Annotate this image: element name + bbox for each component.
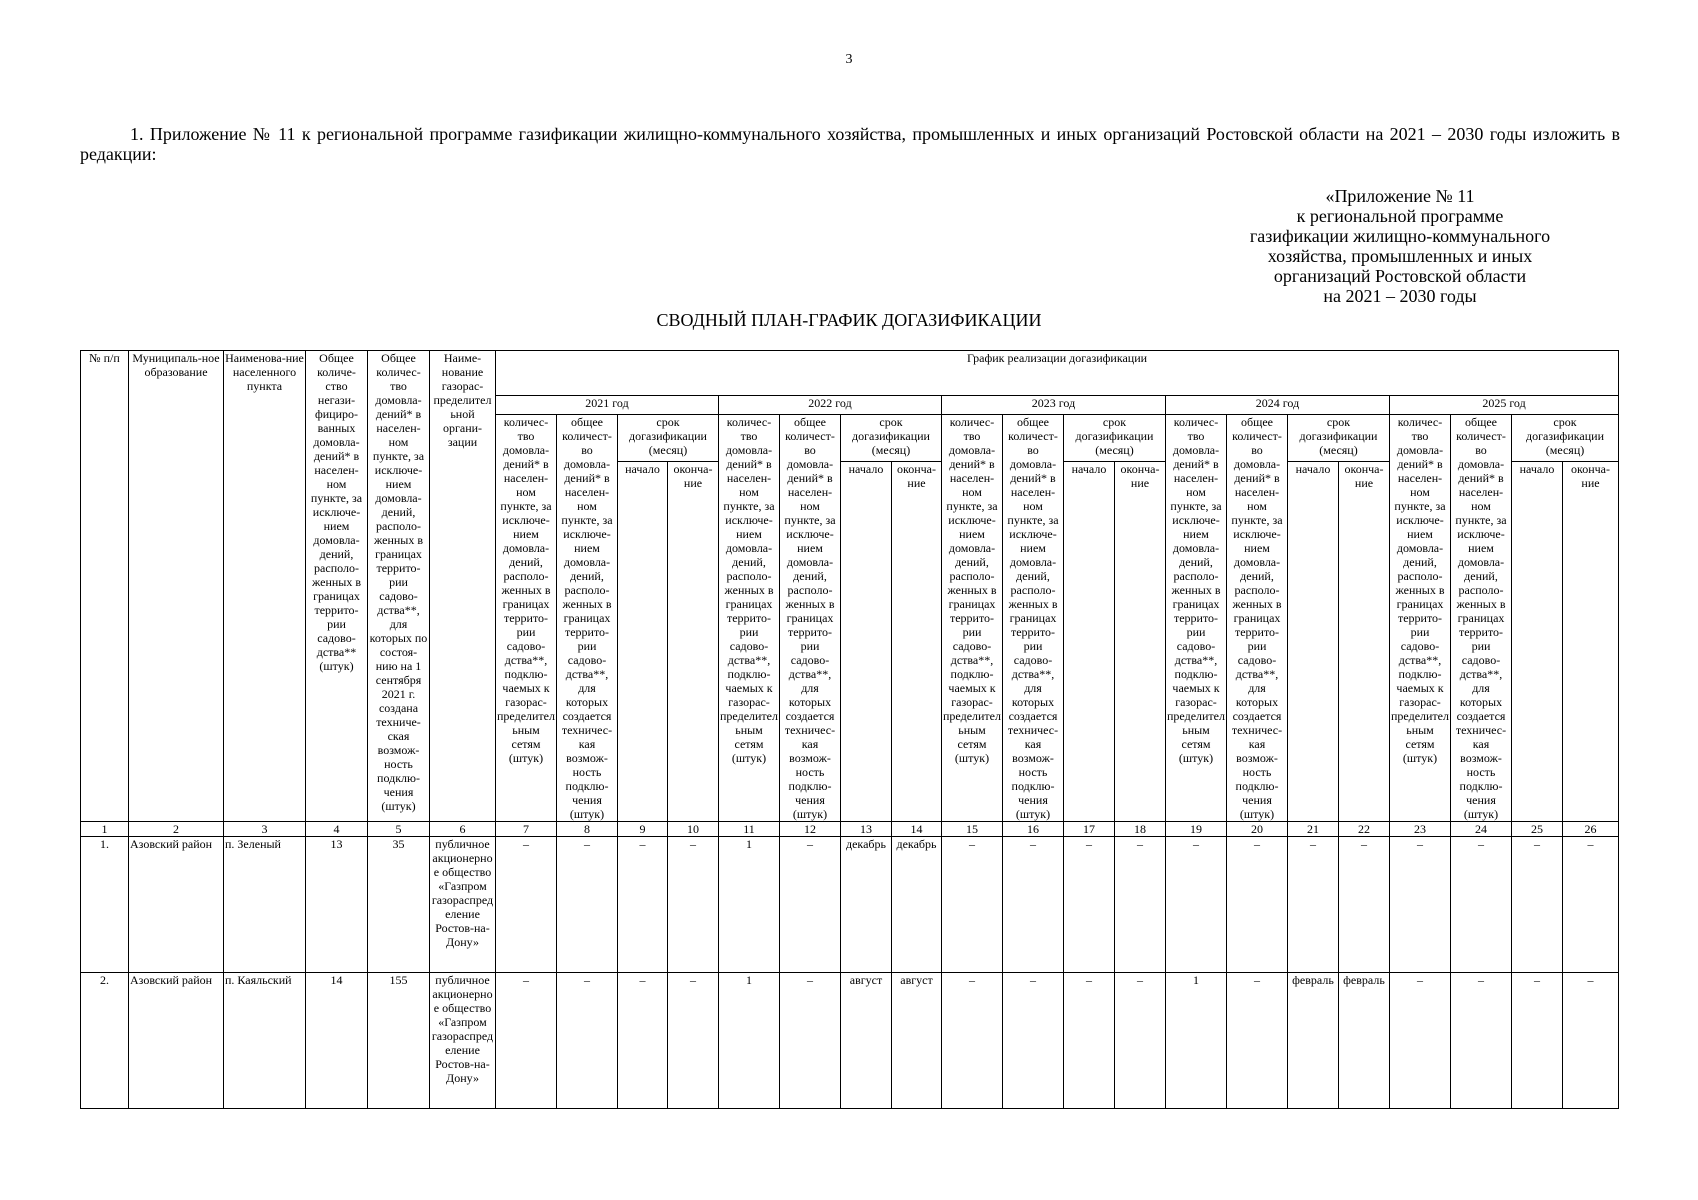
column-number: 4: [306, 822, 368, 837]
header-cell: Наиме-нование газорас-пределительной органи-зации: [430, 351, 496, 822]
column-number: 11: [719, 822, 780, 837]
header-cell: общее количест-во домовла-дений* в населен-ном пункте, за исключе-нием домовла-дений, располо-женных в границах террито-рии садово-дства**, для которых создается техничес-кая возмож-ность подклю-чения (штук): [1003, 415, 1064, 822]
appendix-line: «Приложение № 11: [1325, 186, 1475, 206]
value-cell: август: [892, 973, 942, 1109]
header-cell: оконча-ние: [892, 462, 942, 822]
value-cell: –: [942, 837, 1003, 973]
value-cell: –: [496, 973, 557, 1109]
column-number: 18: [1115, 822, 1166, 837]
column-number: 7: [496, 822, 557, 837]
value-cell: –: [1390, 837, 1451, 973]
appendix-header: [1220, 186, 1580, 306]
total-ungasified-cell: 13: [306, 837, 368, 973]
header-cell: количес-тво домовла-дений* в населен-ном пункте, за исключе-нием домовла-дений, располо-женных в границах террито-рии садово-дства**, подклю-чаемых к газорас-пределительным сетям (штук): [719, 415, 780, 822]
column-number: 8: [557, 822, 618, 837]
org-cell: публичное акционерное общество «Газпром газораспределение Ростов-на-Дону»: [430, 973, 496, 1109]
column-number: 21: [1288, 822, 1339, 837]
header-cell: оконча-ние: [1563, 462, 1619, 822]
header-cell: Общее количе-ство негази-фициро-ванных домовла-дений* в населен-ном пункте, за исключе-нием домовла-дений, располо-женных в границах террито-рии садово-дства** (штук): [306, 351, 368, 822]
value-cell: –: [942, 973, 1003, 1109]
value-cell: 1: [719, 837, 780, 973]
header-cell: количес-тво домовла-дений* в населен-ном пункте, за исключе-нием домовла-дений, располо-женных в границах террито-рии садово-дства**, подклю-чаемых к газорас-пределительным сетям (штук): [496, 415, 557, 822]
appendix-line: хозяйства, промышленных и иных: [1267, 246, 1533, 266]
header-cell: срок догазификации (месяц): [618, 415, 719, 462]
header-cell: оконча-ние: [1339, 462, 1390, 822]
value-cell: –: [1064, 973, 1115, 1109]
value-cell: –: [780, 973, 841, 1109]
municipality-cell: Азовский район: [129, 837, 224, 973]
column-number: 3: [224, 822, 306, 837]
total-ungasified-cell: 14: [306, 973, 368, 1109]
value-cell: декабрь: [841, 837, 892, 973]
schedule-table: [80, 350, 1620, 1109]
column-number: 15: [942, 822, 1003, 837]
total-possible-cell: 155: [368, 973, 430, 1109]
value-cell: –: [1003, 973, 1064, 1109]
column-number: 2: [129, 822, 224, 837]
header-cell: общее количест-во домовла-дений* в населен-ном пункте, за исключе-нием домовла-дений, располо-женных в границах террито-рии садово-дства**, для которых создается техничес-кая возмож-ность подклю-чения (штук): [557, 415, 618, 822]
header-cell: Наименова-ние населенного пункта: [224, 351, 306, 822]
table-row: [81, 837, 1620, 973]
value-cell: –: [496, 837, 557, 973]
value-cell: август: [841, 973, 892, 1109]
value-cell: декабрь: [892, 837, 942, 973]
value-cell: 1: [1166, 973, 1227, 1109]
municipality-cell: Азовский район: [129, 973, 224, 1109]
table-row: [81, 973, 1620, 1109]
value-cell: –: [668, 973, 719, 1109]
value-cell: –: [1512, 973, 1563, 1109]
header-cell: График реализации догазификации: [496, 351, 1619, 396]
value-cell: февраль: [1339, 973, 1390, 1109]
header-cell: общее количест-во домовла-дений* в населен-ном пункте, за исключе-нием домовла-дений, располо-женных в границах террито-рии садово-дства**, для которых создается техничес-кая возмож-ность подклю-чения (штук): [780, 415, 841, 822]
header-cell: срок догазификации (месяц): [1512, 415, 1619, 462]
total-possible-cell: 35: [368, 837, 430, 973]
header-cell: общее количест-во домовла-дений* в населен-ном пункте, за исключе-нием домовла-дений, располо-женных в границах террито-рии садово-дства**, для которых создается техничес-кая возмож-ность подклю-чения (штук): [1227, 415, 1288, 822]
value-cell: –: [1512, 837, 1563, 973]
header-cell: оконча-ние: [1115, 462, 1166, 822]
value-cell: –: [618, 837, 668, 973]
value-cell: –: [1115, 973, 1166, 1109]
value-cell: –: [618, 973, 668, 1109]
value-cell: –: [1288, 837, 1339, 973]
appendix-line: организаций Ростовской области: [1273, 266, 1527, 286]
appendix-line: к региональной программе: [1296, 206, 1504, 226]
column-number: 22: [1339, 822, 1390, 837]
page-number: 3: [845, 52, 853, 67]
column-number: 1: [81, 822, 129, 837]
column-number: 19: [1166, 822, 1227, 837]
header-cell: Общее количес-тво домовла-дений* в населен-ном пункте, за исключе-нием домовла-дений, располо-женных в границах террито-рии садово-дства**, для которых по состоя-нию на 1 сентября 2021 г. создана техниче-ская возмож-ность подклю-чения (штук): [368, 351, 430, 822]
header-cell: начало: [618, 462, 668, 822]
year-header: 2025 год: [1390, 396, 1619, 415]
header-cell: количес-тво домовла-дений* в населен-ном пункте, за исключе-нием домовла-дений, располо-женных в границах террито-рии садово-дства**, подклю-чаемых к газорас-пределительным сетям (штук): [942, 415, 1003, 822]
intro-paragraph: 1. Приложение № 11 к региональной программе газификации жилищно-коммунального хозяйства, промышленных и иных организаций Ростовской области на 2021 – 2030 годы изложить в редакции:: [80, 124, 1620, 164]
year-header: 2021 год: [496, 396, 719, 415]
column-number: 13: [841, 822, 892, 837]
header-cell: начало: [1512, 462, 1563, 822]
appendix-line: газификации жилищно-коммунального: [1249, 226, 1551, 246]
value-cell: –: [1563, 837, 1619, 973]
column-number: 9: [618, 822, 668, 837]
column-number: 5: [368, 822, 430, 837]
column-number: 17: [1064, 822, 1115, 837]
value-cell: –: [1451, 837, 1512, 973]
value-cell: –: [557, 973, 618, 1109]
value-cell: –: [1227, 837, 1288, 973]
year-header: 2024 год: [1166, 396, 1390, 415]
document-title: СВОДНЫЙ ПЛАН-ГРАФИК ДОГАЗИФИКАЦИИ: [656, 310, 1042, 330]
header-cell: № п/п: [81, 351, 129, 822]
column-number: 12: [780, 822, 841, 837]
appendix-line: на 2021 – 2030 годы: [1323, 286, 1477, 306]
header-cell: общее количест-во домовла-дений* в населен-ном пункте, за исключе-нием домовла-дений, располо-женных в границах террито-рии садово-дства**, для которых создается техничес-кая возмож-ность подклю-чения (штук): [1451, 415, 1512, 822]
value-cell: –: [1115, 837, 1166, 973]
value-cell: –: [557, 837, 618, 973]
column-number: 26: [1563, 822, 1619, 837]
value-cell: –: [780, 837, 841, 973]
header-row-1: [81, 351, 1620, 396]
settlement-cell: п. Каяльский: [224, 973, 306, 1109]
column-number: 23: [1390, 822, 1451, 837]
header-cell: срок догазификации (месяц): [1064, 415, 1166, 462]
header-cell: количес-тво домовла-дений* в населен-ном пункте, за исключе-нием домовла-дений, располо-женных в границах террито-рии садово-дства**, подклю-чаемых к газорас-пределительным сетям (штук): [1166, 415, 1227, 822]
value-cell: –: [1227, 973, 1288, 1109]
value-cell: –: [1563, 973, 1619, 1109]
column-number: 6: [430, 822, 496, 837]
org-cell: публичное акционерное общество «Газпром газораспределение Ростов-на-Дону»: [430, 837, 496, 973]
year-header: 2023 год: [942, 396, 1166, 415]
column-number-row: [81, 822, 1620, 837]
column-number: 14: [892, 822, 942, 837]
header-cell: срок догазификации (месяц): [1288, 415, 1390, 462]
header-cell: Муниципаль-ное образование: [129, 351, 224, 822]
value-cell: –: [668, 837, 719, 973]
column-number: 25: [1512, 822, 1563, 837]
value-cell: февраль: [1288, 973, 1339, 1109]
column-number: 24: [1451, 822, 1512, 837]
column-number: 16: [1003, 822, 1064, 837]
settlement-cell: п. Зеленый: [224, 837, 306, 973]
value-cell: –: [1166, 837, 1227, 973]
value-cell: –: [1064, 837, 1115, 973]
header-cell: начало: [841, 462, 892, 822]
year-header: 2022 год: [719, 396, 942, 415]
header-cell: начало: [1064, 462, 1115, 822]
value-cell: –: [1451, 973, 1512, 1109]
header-cell: количес-тво домовла-дений* в населен-ном пункте, за исключе-нием домовла-дений, располо-женных в границах террито-рии садово-дства**, подклю-чаемых к газорас-пределительным сетям (штук): [1390, 415, 1451, 822]
value-cell: 1: [719, 973, 780, 1109]
header-cell: срок догазификации (месяц): [841, 415, 942, 462]
row-number: 2.: [81, 973, 129, 1109]
header-cell: оконча-ние: [668, 462, 719, 822]
header-cell: начало: [1288, 462, 1339, 822]
column-number: 10: [668, 822, 719, 837]
column-number: 20: [1227, 822, 1288, 837]
row-number: 1.: [81, 837, 129, 973]
value-cell: –: [1003, 837, 1064, 973]
value-cell: –: [1339, 837, 1390, 973]
value-cell: –: [1390, 973, 1451, 1109]
